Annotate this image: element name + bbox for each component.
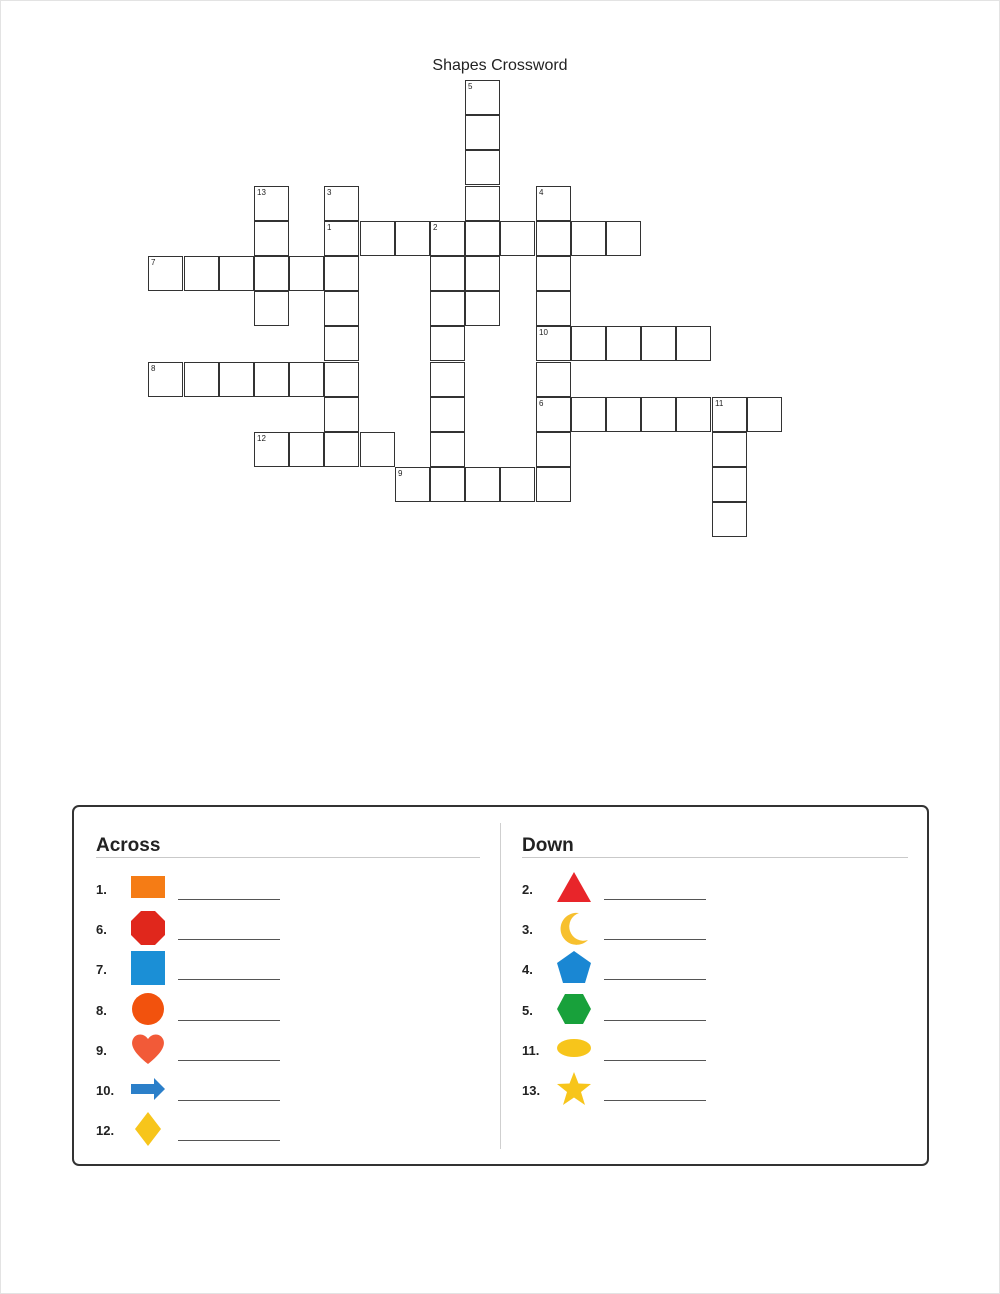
grid-cell[interactable] bbox=[254, 362, 289, 397]
answer-line[interactable] bbox=[178, 979, 280, 980]
answer-line[interactable] bbox=[604, 1020, 706, 1021]
grid-cell[interactable] bbox=[536, 326, 571, 361]
grid-cell[interactable] bbox=[360, 221, 395, 256]
grid-cell[interactable] bbox=[289, 362, 324, 397]
grid-cell[interactable] bbox=[641, 326, 676, 361]
grid-cell[interactable] bbox=[324, 221, 359, 256]
grid-cell[interactable] bbox=[465, 150, 500, 185]
grid-cell[interactable] bbox=[536, 256, 571, 291]
grid-cell[interactable] bbox=[324, 291, 359, 326]
clue-number: 5 bbox=[468, 82, 473, 91]
answer-line[interactable] bbox=[604, 939, 706, 940]
grid-cell[interactable] bbox=[465, 291, 500, 326]
clue-item bbox=[522, 1071, 908, 1107]
grid-cell[interactable] bbox=[606, 221, 641, 256]
clue-label: 11. bbox=[522, 1042, 540, 1058]
clue-number: 12 bbox=[257, 434, 266, 443]
star-icon bbox=[556, 1071, 592, 1107]
grid-cell[interactable] bbox=[254, 186, 289, 221]
clue-item bbox=[522, 870, 908, 906]
clue-label: 7. bbox=[96, 962, 107, 978]
clue-label: 8. bbox=[96, 1002, 107, 1018]
grid-cell[interactable] bbox=[430, 467, 465, 502]
clue-number: 8 bbox=[151, 364, 156, 373]
clue-number: 9 bbox=[398, 469, 403, 478]
grid-cell[interactable] bbox=[324, 397, 359, 432]
clue-number: 2 bbox=[433, 223, 438, 232]
grid-cell[interactable] bbox=[465, 186, 500, 221]
answer-line[interactable] bbox=[178, 1020, 280, 1021]
clue-item bbox=[96, 1031, 480, 1067]
grid-cell[interactable] bbox=[395, 467, 430, 502]
clue-number: 10 bbox=[539, 328, 548, 337]
clue-label: 12. bbox=[96, 1123, 115, 1139]
clue-label: 9. bbox=[96, 1042, 107, 1058]
answer-line[interactable] bbox=[178, 899, 280, 900]
grid-cell[interactable] bbox=[712, 467, 747, 502]
oval-icon bbox=[556, 1031, 592, 1067]
rectangle-icon bbox=[130, 870, 166, 906]
clue-label: 13. bbox=[522, 1083, 541, 1098]
circle-icon bbox=[130, 991, 166, 1027]
grid-cell[interactable] bbox=[536, 291, 571, 326]
column-divider bbox=[500, 823, 501, 1149]
clue-number: 7 bbox=[151, 258, 156, 267]
grid-cell[interactable] bbox=[430, 432, 465, 467]
grid-cell[interactable] bbox=[571, 221, 606, 256]
grid-cell[interactable] bbox=[712, 432, 747, 467]
grid-cell[interactable] bbox=[430, 291, 465, 326]
across-column bbox=[96, 807, 480, 1164]
grid-cell[interactable] bbox=[465, 256, 500, 291]
clue-item bbox=[96, 1111, 480, 1147]
grid-cell[interactable] bbox=[500, 221, 535, 256]
grid-cell[interactable] bbox=[324, 362, 359, 397]
clue-number: 13 bbox=[257, 188, 266, 197]
across-heading: Across bbox=[96, 835, 480, 858]
grid-cell[interactable] bbox=[536, 397, 571, 432]
grid-cell[interactable] bbox=[641, 397, 676, 432]
clue-item bbox=[522, 991, 908, 1027]
clue-item bbox=[96, 991, 480, 1027]
crescent-moon-icon bbox=[556, 910, 592, 946]
grid-cell[interactable] bbox=[219, 362, 254, 397]
clue-label: 1. bbox=[96, 882, 107, 897]
answer-line[interactable] bbox=[604, 979, 706, 980]
grid-cell[interactable] bbox=[465, 221, 500, 256]
grid-cell[interactable] bbox=[430, 326, 465, 361]
grid-cell[interactable] bbox=[184, 362, 219, 397]
clue-number: 6 bbox=[539, 399, 544, 408]
grid-cell[interactable] bbox=[747, 397, 782, 432]
grid-cell[interactable] bbox=[360, 432, 395, 467]
grid-cell[interactable] bbox=[219, 256, 254, 291]
answer-line[interactable] bbox=[604, 1060, 706, 1061]
pentagon-icon bbox=[556, 950, 592, 986]
grid-cell[interactable] bbox=[536, 221, 571, 256]
grid-cell[interactable] bbox=[324, 326, 359, 361]
crossword-grid bbox=[0, 0, 1000, 560]
grid-cell[interactable] bbox=[254, 291, 289, 326]
arrow-icon bbox=[130, 1071, 166, 1107]
page-title: Shapes Crossword bbox=[432, 57, 568, 74]
clue-label: 5. bbox=[522, 1002, 533, 1018]
grid-cell[interactable] bbox=[324, 256, 359, 291]
clue-item bbox=[522, 1031, 908, 1067]
hexagon-icon bbox=[556, 991, 592, 1027]
octagon-icon bbox=[130, 910, 166, 946]
grid-cell[interactable] bbox=[254, 221, 289, 256]
down-column bbox=[522, 807, 908, 1164]
down-heading: Down bbox=[522, 835, 908, 858]
triangle-icon bbox=[556, 870, 592, 906]
clue-item bbox=[96, 1071, 480, 1107]
grid-cell[interactable] bbox=[676, 326, 711, 361]
grid-cell[interactable] bbox=[571, 397, 606, 432]
square-icon bbox=[130, 950, 166, 986]
clue-item bbox=[522, 910, 908, 946]
grid-cell[interactable] bbox=[254, 432, 289, 467]
clue-number: 4 bbox=[539, 188, 544, 197]
heart-icon bbox=[130, 1031, 166, 1067]
grid-cell[interactable] bbox=[289, 432, 324, 467]
clue-label: 10. bbox=[96, 1083, 115, 1098]
answer-line[interactable] bbox=[178, 1140, 280, 1141]
grid-cell[interactable] bbox=[536, 432, 571, 467]
clue-number: 1 bbox=[327, 223, 332, 232]
grid-cell[interactable] bbox=[254, 256, 289, 291]
grid-cell[interactable] bbox=[430, 256, 465, 291]
grid-cell[interactable] bbox=[324, 186, 359, 221]
clue-item bbox=[96, 870, 480, 906]
grid-cell[interactable] bbox=[430, 221, 465, 256]
grid-cell[interactable] bbox=[465, 467, 500, 502]
grid-cell[interactable] bbox=[536, 362, 571, 397]
clue-number: 11 bbox=[715, 399, 724, 408]
grid-cell[interactable] bbox=[184, 256, 219, 291]
answer-line[interactable] bbox=[178, 939, 280, 940]
grid-cell[interactable] bbox=[324, 432, 359, 467]
grid-cell[interactable] bbox=[465, 115, 500, 150]
grid-cell[interactable] bbox=[536, 186, 571, 221]
grid-cell[interactable] bbox=[571, 326, 606, 361]
grid-cell[interactable] bbox=[430, 397, 465, 432]
clue-item bbox=[96, 910, 480, 946]
answer-line[interactable] bbox=[178, 1100, 280, 1101]
diamond-icon bbox=[130, 1111, 166, 1147]
grid-cell[interactable] bbox=[606, 326, 641, 361]
clue-label: 6. bbox=[96, 922, 107, 938]
answer-line[interactable] bbox=[604, 899, 706, 900]
grid-cell[interactable] bbox=[465, 80, 500, 115]
grid-cell[interactable] bbox=[148, 362, 183, 397]
grid-cell[interactable] bbox=[712, 502, 747, 537]
clue-item bbox=[96, 950, 480, 986]
answer-line[interactable] bbox=[604, 1100, 706, 1101]
grid-cell[interactable] bbox=[536, 467, 571, 502]
grid-cell[interactable] bbox=[289, 256, 324, 291]
grid-cell[interactable] bbox=[606, 397, 641, 432]
clue-label: 4. bbox=[522, 962, 533, 978]
clue-item bbox=[522, 950, 908, 986]
grid-cell[interactable] bbox=[148, 256, 183, 291]
clue-number: 3 bbox=[327, 188, 332, 197]
grid-cell[interactable] bbox=[500, 467, 535, 502]
clue-label: 3. bbox=[522, 922, 533, 938]
clues-panel bbox=[72, 805, 929, 1166]
grid-cell[interactable] bbox=[395, 221, 430, 256]
grid-cell[interactable] bbox=[430, 362, 465, 397]
clue-label: 2. bbox=[522, 882, 533, 897]
answer-line[interactable] bbox=[178, 1060, 280, 1061]
grid-cell[interactable] bbox=[676, 397, 711, 432]
grid-cell[interactable] bbox=[712, 397, 747, 432]
